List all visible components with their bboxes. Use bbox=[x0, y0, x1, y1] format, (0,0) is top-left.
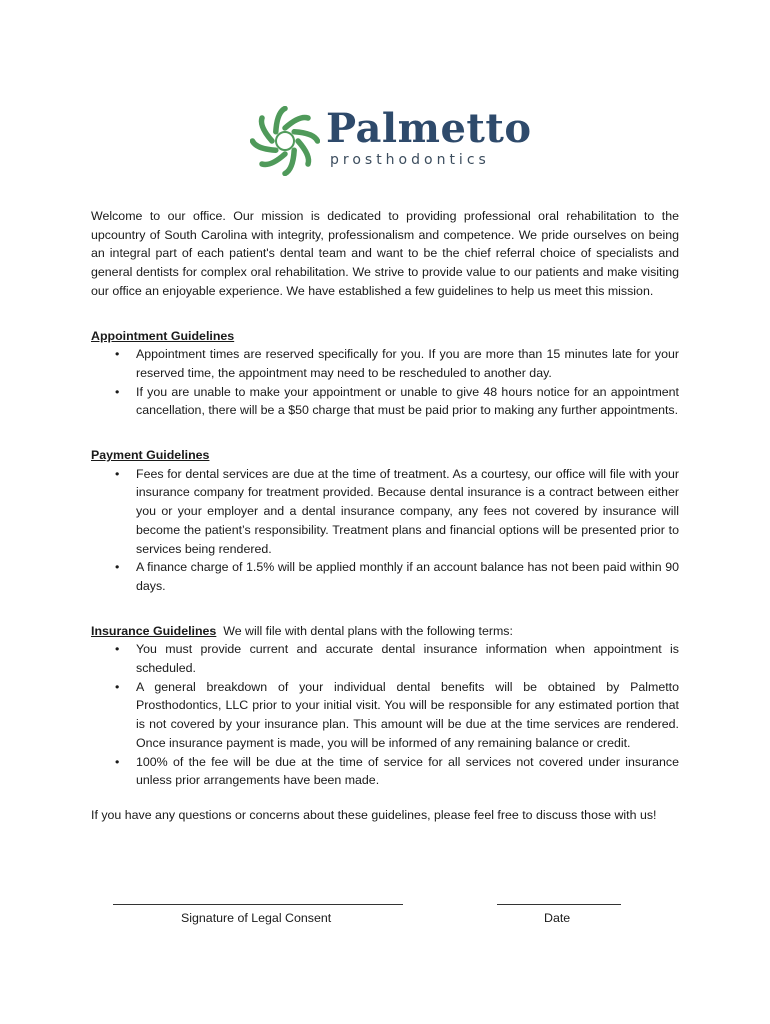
signature-label: Signature of Legal Consent bbox=[181, 911, 332, 925]
list-item: • A general breakdown of your individual dental benefits will be obtained by Palmetto Prosthodontics, LLC prior to your initial visit. You will be responsible for any estimated portion that is not covered by your insurance plan. This amount will be due at the time services are rendered. Once insurance payment is made, you will be informed of any remaining balance or credit. bbox=[115, 679, 679, 750]
appointment-section bbox=[91, 327, 679, 421]
insurance-section bbox=[91, 622, 679, 790]
logo-petal bbox=[261, 118, 272, 141]
bullet-icon: • bbox=[115, 754, 120, 769]
payment-list bbox=[91, 465, 679, 596]
bullet-icon: • bbox=[115, 466, 120, 481]
bullet-icon: • bbox=[115, 347, 120, 362]
logo-subtitle: prosthodontics bbox=[330, 152, 490, 168]
insurance-list bbox=[91, 640, 679, 790]
date-label: Date bbox=[544, 911, 571, 925]
list-item: • Fees for dental services are due at the time of treatment. As a courtesy, our office will file with your insurance company for treatment provided. Because dental insurance is a contract between either you or your employer and a dental insurance company, any fees not covered by insurance will become the patient’s responsibility. Treatment plans and financial options will be presented prior to services being rendered. bbox=[115, 466, 679, 556]
insurance-title: Insurance Guidelines bbox=[91, 623, 217, 638]
bullet-icon: • bbox=[115, 679, 120, 694]
payment-title: Payment Guidelines bbox=[91, 448, 210, 463]
logo-petal bbox=[262, 154, 285, 165]
list-item: • Appointment times are reserved specifically for you. If you are more than 15 minutes late for your reserved time, the appointment may need to be rescheduled to another day. bbox=[115, 347, 679, 380]
bullet-icon: • bbox=[115, 560, 120, 575]
appointment-list bbox=[91, 345, 679, 420]
document-body bbox=[91, 207, 679, 837]
insurance-lead: We will file with dental plans with the following terms: bbox=[223, 623, 513, 638]
logo bbox=[250, 106, 540, 176]
logo-name: Palmetto bbox=[326, 105, 532, 152]
list-item: • 100% of the fee will be due at the time of service for all services not covered under insurance unless prior arrangements have been made. bbox=[115, 754, 679, 788]
list-item: • You must provide current and accurate dental insurance information when appointment is scheduled. bbox=[115, 642, 679, 676]
list-item: • If you are unable to make your appointment or unable to give 48 hours notice for an appointment cancellation, there will be a $50 charge that must be paid prior to making any further appointments. bbox=[115, 384, 679, 418]
closing-paragraph: If you have any questions or concerns about these guidelines, please feel free to discuss those with us! bbox=[91, 807, 657, 822]
appointment-title: Appointment Guidelines bbox=[91, 328, 235, 343]
bullet-icon: • bbox=[115, 384, 120, 399]
logo-petal bbox=[285, 117, 308, 128]
payment-section bbox=[91, 446, 679, 596]
date-line[interactable] bbox=[497, 904, 621, 905]
signature-line[interactable] bbox=[113, 904, 403, 905]
logo-petal bbox=[298, 141, 309, 164]
list-item: • A finance charge of 1.5% will be applied monthly if an account balance has not been paid within 90 days. bbox=[115, 560, 679, 593]
palmetto-swirl-icon bbox=[250, 106, 320, 176]
intro-paragraph: Welcome to our office. Our mission is dedicated to providing professional oral rehabilitation to the upcountry of South Carolina with integrity, professionalism and competence. We pride ourselves on being an integral part of each patient's dental team and want to be the chief referral choice of specialists and general dentists for complex oral rehabilitation. We strive to provide value to our patients and make visiting our office an enjoyable experience. We have established a few guidelines to help us meet this mission. bbox=[91, 209, 679, 298]
bullet-icon: • bbox=[115, 642, 120, 657]
